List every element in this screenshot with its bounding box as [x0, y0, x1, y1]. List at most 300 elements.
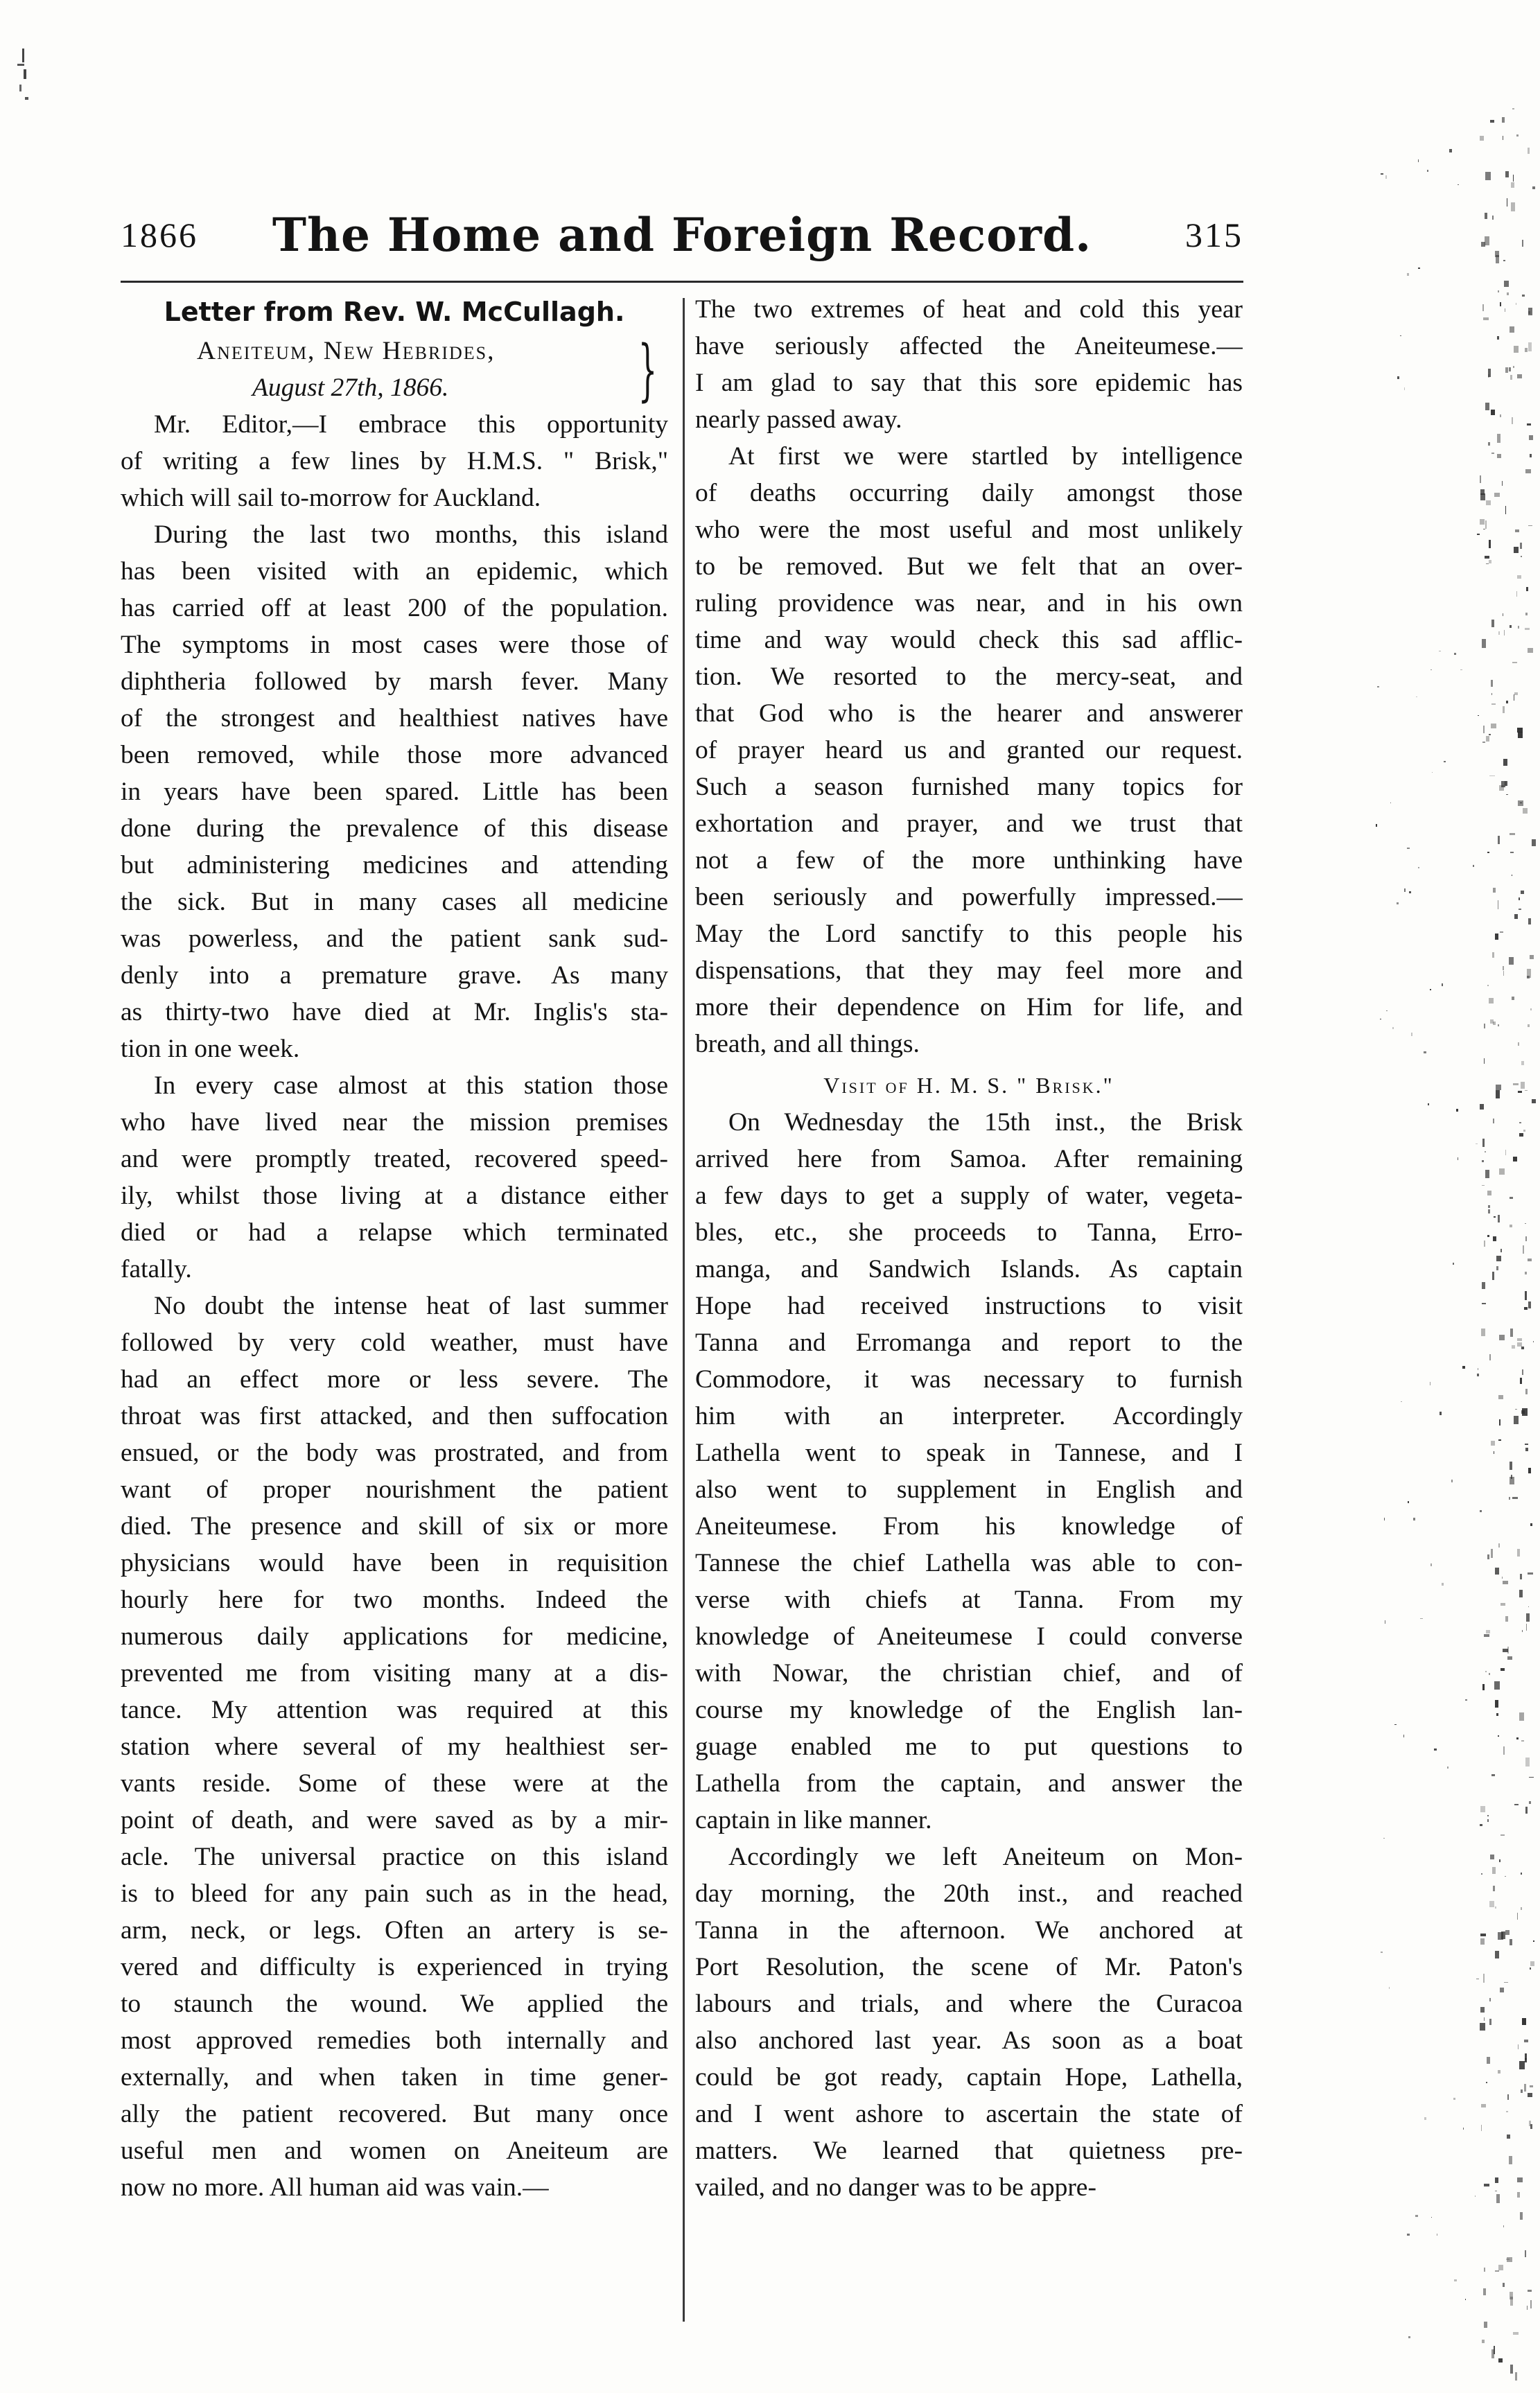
- speckle-dot: [1444, 761, 1445, 762]
- speckle-dot: [1529, 2121, 1531, 2126]
- speckle-dot: [1512, 997, 1514, 1000]
- speckle-dot: [1483, 317, 1489, 320]
- speckle-dot: [1489, 1354, 1491, 1360]
- speckle-dot: [1485, 213, 1487, 219]
- text-line: died. The presence and skill of six or more: [121, 1512, 668, 1541]
- speckle-dot: [1394, 1724, 1397, 1725]
- speckle-dot: [1525, 1389, 1528, 1395]
- dateline-date: August 27th, 1866.: [252, 374, 449, 402]
- speckle-dot: [1490, 1855, 1494, 1859]
- speckle-dot: [1404, 387, 1405, 390]
- speckle-dot: [1521, 2089, 1523, 2094]
- speckle-dot: [1503, 260, 1505, 261]
- speckle-dot: [1454, 653, 1456, 656]
- text-line: to staunch the wound. We applied the: [121, 1990, 668, 2018]
- speckle-dot: [1488, 442, 1489, 445]
- speckle-dot: [1503, 706, 1505, 713]
- speckle-dot: [1529, 435, 1533, 439]
- speckle-dot: [1517, 2177, 1522, 2183]
- speckle-dot: [1505, 171, 1509, 177]
- speckle-dot: [1500, 414, 1501, 417]
- speckle-dot: [1486, 500, 1491, 505]
- speckle-dot: [1500, 1668, 1505, 1671]
- speckle-dot: [1409, 891, 1411, 893]
- text-line: fatally.: [121, 1255, 192, 1283]
- speckle-dot: [1513, 1083, 1518, 1085]
- article-title: Letter from Rev. W. McCullagh.: [164, 297, 625, 327]
- speckle-dot: [1486, 2082, 1487, 2084]
- speckle-dot: [1505, 1876, 1506, 1877]
- speckle-dot: [1510, 625, 1512, 627]
- speckle-dot: [1514, 914, 1518, 920]
- speckle-dot: [1481, 1329, 1486, 1336]
- speckle-dot: [1485, 403, 1489, 410]
- text-line: ensued, or the body was prostrated, and from: [121, 1439, 668, 1467]
- speckle-dot: [1520, 2212, 1523, 2220]
- speckle-dot: [1524, 2084, 1526, 2092]
- speckle-dot: [1497, 336, 1500, 340]
- speckle-dot: [1482, 1282, 1485, 1288]
- speckle-dot: [1498, 1932, 1503, 1940]
- speckle-dot: [1507, 2135, 1511, 2138]
- speckle-dot: [1528, 1301, 1532, 1308]
- speckle-dot: [1489, 998, 1494, 1003]
- speckle-dot: [1532, 1099, 1536, 1103]
- speckle-dot: [1442, 983, 1443, 986]
- speckle-dot: [1528, 2290, 1532, 2292]
- speckle-dot: [1489, 560, 1492, 563]
- speckle-dot: [1523, 1130, 1526, 1132]
- text-line: could be got ready, captain Hope, Lathella,: [695, 2063, 1243, 2092]
- speckle-dot: [1513, 175, 1514, 182]
- speckle-dot: [1503, 759, 1507, 766]
- speckle-dot: [1486, 736, 1489, 742]
- text-line: a few days to get a supply of water, vegeta-: [695, 1182, 1243, 1210]
- speckle-dot: [1510, 326, 1514, 333]
- speckle-dot: [1512, 1345, 1514, 1348]
- speckle-dot: [1525, 1223, 1527, 1224]
- speckle-dot: [1514, 1416, 1518, 1424]
- speckle-dot: [1525, 1272, 1527, 1274]
- speckle-dot: [1492, 1867, 1496, 1874]
- speckle-dot: [1476, 1143, 1478, 1144]
- speckle-dot: [1526, 587, 1528, 591]
- speckle-dot: [1509, 2156, 1512, 2164]
- speckle-dot: [1496, 1266, 1498, 1270]
- speckle-dot: [1530, 2300, 1531, 2308]
- speckle-dot: [1482, 1185, 1485, 1186]
- text-line: Accordingly we left Aneiteum on Mon-: [728, 1843, 1243, 1871]
- speckle-dot: [1484, 2184, 1489, 2186]
- speckle-dot: [1491, 1441, 1495, 1446]
- text-line: as thirty-two have died at Mr. Inglis's sta-: [121, 998, 668, 1026]
- speckle-dot: [1495, 1951, 1499, 1958]
- speckle-dot: [1515, 1409, 1517, 1410]
- speckle-dot: [1506, 701, 1508, 703]
- text-line: in years have been spared. Little has been: [121, 778, 668, 806]
- speckle-dot: [1480, 2023, 1485, 2031]
- speckle-dot: [1416, 696, 1417, 698]
- speckle-dot: [1485, 520, 1486, 529]
- speckle-dot: [1528, 1259, 1532, 1262]
- speckle-dot: [1487, 1815, 1489, 1816]
- speckle-dot: [1500, 1249, 1502, 1252]
- speckle-dot: [1511, 202, 1516, 211]
- speckle-dot: [1407, 273, 1409, 276]
- speckle-dot: [1494, 2346, 1495, 2355]
- text-line: labours and trials, and where the Curacoa: [695, 1990, 1243, 2018]
- speckle-dot: [1495, 2270, 1499, 2272]
- speckle-dot: [1397, 376, 1400, 379]
- text-line: verse with chiefs at Tanna. From my: [695, 1586, 1243, 1614]
- speckle-dot: [1500, 1988, 1504, 1992]
- speckle-dot: [1484, 1058, 1485, 1064]
- speckle-dot: [1442, 1583, 1444, 1586]
- text-line: May the Lord sanctify to this people his: [695, 920, 1243, 948]
- text-line: bles, etc., she proceeds to Tanna, Erro-: [695, 1218, 1243, 1247]
- speckle-dot: [1495, 1568, 1499, 1575]
- speckle-dot: [1492, 1272, 1494, 1280]
- header-rule: [121, 281, 1243, 283]
- speckle-dot: [1487, 2057, 1490, 2065]
- speckle-dot: [1489, 1673, 1490, 1675]
- speckle-dot: [1488, 1205, 1490, 1208]
- speckle-dot: [1533, 1341, 1534, 1342]
- text-line: want of proper nourishment the patient: [121, 1475, 668, 1504]
- speckle-dot: [1495, 251, 1499, 258]
- speckle-dot: [1480, 1806, 1485, 1812]
- speckle-dot: [1516, 1737, 1518, 1739]
- text-line: but administering medicines and attending: [121, 851, 668, 879]
- speckle-dot: [1528, 1572, 1533, 1575]
- speckle-dot: [1491, 680, 1493, 687]
- speckle-dot: [1510, 1225, 1512, 1227]
- speckle-dot: [1525, 469, 1531, 473]
- speckle-dot: [1453, 1263, 1454, 1265]
- text-line: been seriously and powerfully impressed.—: [695, 883, 1243, 911]
- speckle-dot: [1498, 1735, 1499, 1737]
- text-line: and I went ashore to ascertain the state of: [695, 2100, 1243, 2128]
- speckle-dot: [1528, 2093, 1532, 2097]
- speckle-dot: [1521, 1061, 1524, 1065]
- speckle-dot: [1494, 1681, 1500, 1690]
- speckle-dot: [1513, 1157, 1517, 1162]
- text-line: ily, whilst those living at a distance either: [121, 1182, 668, 1210]
- speckle-dot: [1403, 1735, 1404, 1737]
- speckle-dot: [1453, 2098, 1455, 2100]
- speckle-dot: [1428, 1103, 1429, 1105]
- speckle-dot: [1507, 2094, 1509, 2100]
- text-line: knowledge of Aneiteumese I could converse: [695, 1622, 1243, 1651]
- speckle-dot: [1517, 1342, 1522, 1347]
- text-line: breath, and all things.: [695, 1030, 920, 1058]
- speckle-dot: [1420, 1618, 1423, 1619]
- speckle-dot: [1532, 186, 1535, 189]
- speckle-dot: [1480, 2007, 1485, 2013]
- speckle-dot: [1397, 902, 1398, 904]
- speckle-dot: [1525, 1236, 1526, 1241]
- speckle-dot: [1525, 628, 1530, 630]
- speckle-dot: [1510, 375, 1512, 380]
- speckle-dot: [1521, 1082, 1525, 1089]
- speckle-dot: [1517, 575, 1521, 579]
- speckle-dot: [1522, 240, 1524, 247]
- speckle-dot: [1517, 1913, 1518, 1920]
- speckle-dot: [1482, 1139, 1484, 1146]
- speckle-dot: [1525, 348, 1528, 352]
- speckle-dot: [1495, 2177, 1498, 2183]
- text-line: tion. We resorted to the mercy-seat, and: [695, 663, 1243, 691]
- speckle-dot: [1480, 1938, 1485, 1945]
- speckle-dot: [1447, 1767, 1449, 1768]
- speckle-dot: [1486, 563, 1488, 564]
- speckle-dot: [1509, 957, 1514, 965]
- speckle-dot: [1432, 772, 1433, 773]
- speckle-dot: [1495, 1906, 1496, 1909]
- text-line: died or had a relapse which terminated: [121, 1218, 668, 1247]
- speckle-dot: [1495, 1700, 1498, 1707]
- speckle-dot: [1487, 1235, 1489, 1237]
- speckle-dot: [1506, 2111, 1508, 2112]
- speckle-dot: [1502, 117, 1505, 123]
- speckle-dot: [1529, 1777, 1534, 1778]
- speckle-dot: [1507, 1656, 1512, 1660]
- speckle-dot: [1380, 1019, 1382, 1020]
- speckle-dot: [1528, 342, 1532, 351]
- text-line: Hope had received instructions to visit: [695, 1292, 1243, 1320]
- speckle-dot: [1476, 1979, 1479, 1980]
- speckle-dot: [1482, 639, 1485, 648]
- speckle-dot: [1493, 1119, 1494, 1123]
- speckle-dot: [1518, 732, 1523, 738]
- speckle-dot: [1480, 519, 1485, 524]
- speckle-dot: [1505, 506, 1506, 514]
- text-line: to be removed. But we felt that an over-: [695, 552, 1243, 581]
- speckle-dot: [1485, 556, 1489, 559]
- speckle-dot: [1525, 1758, 1530, 1767]
- speckle-dot: [1532, 839, 1537, 847]
- text-line: tion in one week.: [121, 1035, 300, 1063]
- text-line: No doubt the intense heat of last summer: [154, 1292, 668, 1320]
- speckle-dot: [1510, 1329, 1514, 1337]
- speckle-dot: [1510, 852, 1514, 853]
- speckle-dot: [1518, 2044, 1519, 2049]
- speckle-dot: [1460, 669, 1462, 670]
- text-line: now no more. All human aid was vain.—: [121, 2173, 549, 2202]
- speckle-dot: [1386, 1010, 1388, 1011]
- speckle-dot: [1520, 1378, 1522, 1385]
- speckle-dot: [1522, 2018, 1527, 2024]
- speckle-dot: [1519, 909, 1522, 910]
- speckle-dot: [1519, 1122, 1521, 1123]
- speckle-dot: [1517, 2192, 1519, 2197]
- text-line: of prayer heard us and granted our request.: [695, 736, 1243, 764]
- speckle-dot: [1521, 1740, 1523, 1742]
- speckle-dot: [1480, 489, 1485, 495]
- speckle-dot: [1484, 1634, 1489, 1638]
- speckle-dot: [1491, 410, 1495, 415]
- speckle-dot: [1481, 1873, 1483, 1875]
- speckle-dot: [1530, 454, 1532, 457]
- speckle-dot: [1449, 149, 1452, 152]
- speckle-dot: [1484, 1241, 1486, 1247]
- text-line: prevented me from visiting many at a dis-: [121, 1659, 668, 1688]
- speckle-dot: [1500, 1603, 1505, 1606]
- speckle-dot: [1418, 867, 1419, 868]
- text-line: physicians would have been in requisition: [121, 1549, 668, 1577]
- speckle-dot: [1487, 985, 1488, 987]
- speckle-dot: [1528, 1024, 1530, 1027]
- speckle-dot: [1487, 852, 1489, 853]
- column-divider: [683, 298, 685, 2322]
- text-line: been removed, while those more advanced: [121, 741, 668, 769]
- speckle-dot: [1510, 2292, 1513, 2299]
- speckle-dot: [1499, 1859, 1500, 1862]
- text-line: The symptoms in most cases were those of: [121, 631, 668, 659]
- speckle-dot: [1522, 1630, 1523, 1632]
- speckle-dot: [1418, 268, 1420, 269]
- speckle-dot: [1525, 1444, 1528, 1446]
- speckle-dot: [1498, 836, 1499, 844]
- speckle-dot: [1385, 175, 1387, 179]
- speckle-dot: [1527, 423, 1531, 426]
- speckle-dot: [1522, 1369, 1523, 1375]
- speckle-dot: [1524, 1307, 1528, 1309]
- speckle-dot: [1522, 1408, 1528, 1416]
- speckle-dot: [1477, 534, 1480, 535]
- text-line: hourly here for two months. Indeed the: [121, 1586, 668, 1614]
- speckle-dot: [1492, 952, 1494, 958]
- speckle-dot: [1513, 2332, 1519, 2335]
- text-line: numerous daily applications for medicine,: [121, 1622, 668, 1651]
- speckle-dot: [1522, 295, 1524, 296]
- speckle-dot: [1497, 454, 1501, 457]
- text-line: acle. The universal practice on this island: [121, 1843, 668, 1871]
- text-line: that God who is the hearer and answerer: [695, 699, 1243, 728]
- speckle-dot: [1514, 692, 1517, 694]
- speckle-dot: [1499, 1335, 1504, 1340]
- speckle-dot: [1482, 1160, 1484, 1162]
- speckle-dot: [1485, 1671, 1487, 1672]
- speckle-dot: [1485, 172, 1490, 180]
- text-line: most approved remedies both internally and: [121, 2026, 668, 2055]
- speckle-dot: [1383, 1838, 1385, 1839]
- text-line: externally, and when taken in time gener-: [121, 2063, 668, 2092]
- speckle-dot: [1456, 1109, 1458, 1112]
- text-line: Such a season furnished many topics for: [695, 773, 1243, 801]
- speckle-dot: [1404, 888, 1406, 892]
- speckle-dot: [1512, 1497, 1517, 1499]
- speckle-dot: [1512, 108, 1515, 109]
- speckle-dot: [1502, 1577, 1503, 1579]
- speckle-dot: [1377, 686, 1379, 688]
- speckle-dot: [1503, 1746, 1504, 1755]
- speckle-dot: [1498, 290, 1499, 292]
- text-line: Port Resolution, the scene of Mr. Paton's: [695, 1953, 1243, 1981]
- speckle-dot: [1510, 1939, 1512, 1946]
- text-line: nearly passed away.: [695, 405, 902, 434]
- speckle-dot: [1480, 1934, 1486, 1936]
- speckle-dot: [1489, 775, 1495, 776]
- text-line: has been visited with an epidemic, which: [121, 557, 668, 586]
- speckle-dot: [1475, 2195, 1476, 2197]
- speckle-dot: [1497, 434, 1500, 443]
- speckle-dot: [1525, 2053, 1527, 2062]
- text-line: vants reside. Some of these were at the: [121, 1769, 668, 1798]
- speckle-dot: [1495, 933, 1498, 940]
- speckle-dot: [1491, 703, 1496, 705]
- speckle-dot: [1490, 120, 1494, 123]
- speckle-dot: [1503, 1649, 1508, 1652]
- speckle-dot: [1526, 1624, 1527, 1631]
- speckle-dot: [1514, 547, 1519, 554]
- speckle-dot: [1514, 346, 1519, 353]
- speckle-dot: [1521, 556, 1522, 557]
- speckle-dot: [1407, 2234, 1409, 2236]
- speckle-dot: [1498, 1024, 1499, 1026]
- speckle-dot: [1517, 374, 1522, 378]
- speckle-dot: [1496, 1256, 1500, 1261]
- speckle-dot: [1491, 620, 1494, 628]
- speckle-dot: [1528, 918, 1532, 924]
- text-line: with Nowar, the christian chief, and of: [695, 1659, 1243, 1688]
- speckle-dot: [1482, 304, 1484, 311]
- speckle-dot: [1489, 1901, 1495, 1907]
- speckle-dot: [1493, 888, 1496, 893]
- speckle-dot: [1519, 1590, 1523, 1597]
- speckle-dot: [1512, 662, 1517, 663]
- speckle-dot: [1519, 1133, 1523, 1137]
- text-line: vailed, and no danger was to be appre-: [695, 2173, 1096, 2202]
- speckle-dot: [1520, 543, 1522, 549]
- page-number: 315: [1185, 216, 1243, 254]
- speckle-dot: [1528, 148, 1530, 153]
- speckle-dot: [1486, 1630, 1490, 1633]
- speckle-dot: [1496, 2194, 1500, 2203]
- brace-glyph: }: [638, 331, 658, 409]
- speckle-dot: [1521, 1873, 1522, 1875]
- text-line: During the last two months, this island: [154, 520, 668, 549]
- speckle-dot: [1482, 742, 1485, 743]
- speckle-dot: [1427, 170, 1428, 172]
- speckle-dot: [1401, 1401, 1402, 1402]
- speckle-dot: [1430, 669, 1432, 670]
- speckle-dot: [1510, 2365, 1513, 2373]
- speckle-dot: [1480, 1104, 1484, 1110]
- speckle-dot: [1503, 1581, 1508, 1584]
- speckle-dot: [1529, 1801, 1531, 1805]
- speckle-dot: [1527, 969, 1531, 978]
- speckle-dot: [1502, 481, 1503, 486]
- speckle-dot: [1496, 1085, 1500, 1090]
- text-line: day morning, the 20th inst., and reached: [695, 1879, 1243, 1908]
- text-line: who have lived near the mission premises: [121, 1108, 668, 1137]
- speckle-dot: [1484, 2017, 1485, 2021]
- text-line: matters. We learned that quietness pre-: [695, 2137, 1243, 2165]
- speckle-dot: [1528, 311, 1530, 314]
- speckle-dot: [1525, 2250, 1527, 2257]
- text-line: also anchored last year. As soon as a boat: [695, 2026, 1243, 2055]
- speckle-dot: [1521, 891, 1524, 894]
- speckle-dot: [1514, 1804, 1519, 1806]
- speckle-dot: [1523, 1245, 1524, 1254]
- speckle-dot: [1485, 236, 1489, 245]
- speckle-dot: [1489, 734, 1491, 735]
- speckle-dot: [1527, 2306, 1528, 2310]
- speckle-dot: [1487, 1554, 1489, 1559]
- text-line: dispensations, that they may feel more and: [695, 956, 1243, 985]
- text-line: useful men and women on Aneiteum are: [121, 2137, 668, 2165]
